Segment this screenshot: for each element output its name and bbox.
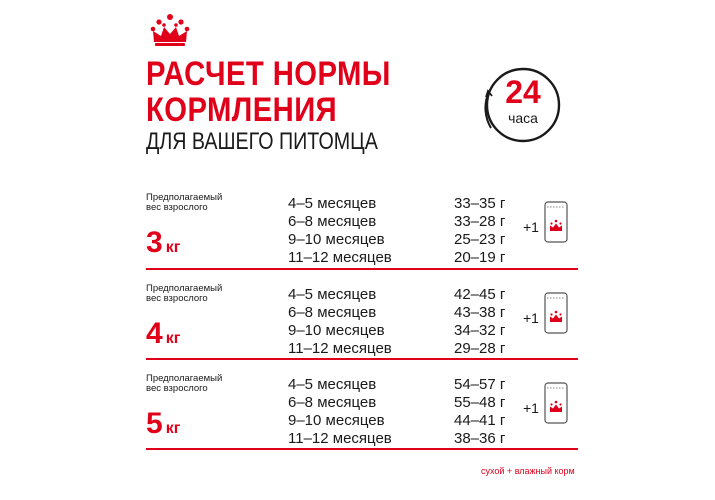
age-range: 9–10 месяцев [288,322,385,339]
weight-note-line1: Предполагаемый [146,373,223,384]
weight-note [146,284,222,304]
daily-amount: 55–48 г [454,394,506,411]
weight-note [146,193,222,213]
weight-note-line2: вес взрослого [146,202,208,213]
weight-number: 3 [146,226,163,259]
feeding-rows [288,376,518,448]
feeding-row [288,412,518,430]
feeding-row [288,430,518,448]
weight-section-5kg [146,374,578,464]
section-divider [146,358,578,360]
daily-amount: 20–19 г [454,249,506,266]
weight-number: 4 [146,317,163,350]
age-range: 9–10 месяцев [288,231,385,248]
feeding-row [288,231,518,249]
weight-unit: кг [165,330,181,347]
section-divider [146,268,578,270]
weight-note-line1: Предполагаемый [146,283,223,294]
age-range: 9–10 месяцев [288,412,385,429]
feeding-row [288,286,518,304]
daily-amount: 33–35 г [454,195,506,212]
age-range: 4–5 месяцев [288,286,377,303]
weight-number: 5 [146,407,163,440]
weight-note [146,374,222,394]
page-subtitle: ДЛЯ ВАШЕГО ПИТОМЦА [146,128,378,155]
feeding-row [288,376,518,394]
page-title-line1: РАСЧЕТ НОРМЫ [146,55,391,93]
plus-one-label: +1 [523,219,539,235]
daily-amount: 42–45 г [454,286,506,303]
plus-one-label: +1 [523,400,539,416]
feeding-row [288,322,518,340]
daily-amount: 38–36 г [454,430,506,447]
feeding-row [288,249,518,267]
daily-amount: 44–41 г [454,412,506,429]
age-range: 4–5 месяцев [288,195,377,212]
feeding-row [288,213,518,231]
weight-value [146,408,180,440]
weight-section-4kg [146,284,578,374]
feeding-rows [288,195,518,267]
wet-food-pouch-icon [544,201,568,243]
age-range: 11–12 месяцев [288,430,392,447]
daily-amount: 25–23 г [454,231,506,248]
weight-note-line2: вес взрослого [146,293,208,304]
daily-amount: 43–38 г [454,304,506,321]
daily-amount: 54–57 г [454,376,506,393]
daily-amount: 33–28 г [454,213,506,230]
24-hours-badge [482,64,564,146]
weight-unit: кг [165,239,181,256]
age-range: 11–12 месяцев [288,249,392,266]
section-divider [146,448,578,450]
weight-value [146,227,180,259]
weight-note-line2: вес взрослого [146,383,208,394]
weight-note-line1: Предполагаемый [146,192,223,203]
age-range: 6–8 месяцев [288,213,377,230]
age-range: 6–8 месяцев [288,394,377,411]
plus-one-label: +1 [523,310,539,326]
daily-amount: 29–28 г [454,340,506,357]
feeding-row [288,394,518,412]
weight-value [146,318,180,350]
age-range: 4–5 месяцев [288,376,377,393]
feeding-rows [288,286,518,358]
wet-food-pouch-icon [544,292,568,334]
daily-amount: 34–32 г [454,322,506,339]
feeding-row [288,195,518,213]
badge-number: 24 [505,74,541,110]
age-range: 6–8 месяцев [288,304,377,321]
royal-canin-crown-icon [150,12,190,48]
weight-unit: кг [165,420,181,437]
age-range: 11–12 месяцев [288,340,392,357]
feeding-row [288,304,518,322]
page-title-line2: КОРМЛЕНИЯ [146,91,338,129]
feeding-row [288,340,518,358]
wet-food-pouch-icon [544,382,568,424]
badge-unit: часа [508,110,538,126]
legend-note: сухой + влажный корм [481,466,575,476]
